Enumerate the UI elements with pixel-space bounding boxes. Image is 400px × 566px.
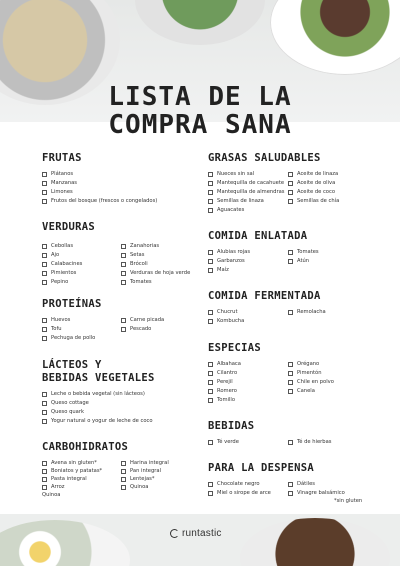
checkbox[interactable]	[288, 181, 293, 186]
checkbox[interactable]	[208, 190, 213, 195]
checklist-item[interactable]: Ajo	[42, 252, 59, 259]
checklist-item[interactable]: Romero	[208, 388, 237, 395]
checklist-item[interactable]: Tomates	[121, 279, 152, 286]
checkbox[interactable]	[208, 440, 213, 445]
section-bebidas	[208, 420, 332, 445]
checkbox[interactable]	[42, 410, 47, 415]
section-title: COMIDA FERMENTADA	[208, 290, 321, 302]
checklist-item[interactable]: Dátiles	[288, 481, 315, 488]
checklist-item[interactable]: Tofu	[42, 326, 62, 333]
checkbox[interactable]	[42, 271, 47, 276]
checklist-item[interactable]: Cilantro	[208, 370, 237, 377]
checklist-item[interactable]: Pan integral	[121, 468, 161, 475]
checkbox[interactable]	[208, 482, 213, 487]
checkbox[interactable]	[42, 253, 47, 258]
checklist-item[interactable]: Boniatos y patatas*	[42, 468, 102, 475]
checkbox[interactable]	[121, 280, 126, 285]
section-title: FRUTAS	[42, 152, 82, 164]
brand-name: runtastic	[182, 528, 222, 539]
section-title: PROTEÍNAS	[42, 298, 102, 310]
checkbox[interactable]	[121, 262, 126, 267]
runtastic-logo-icon	[170, 529, 179, 538]
checkbox[interactable]	[42, 327, 47, 332]
checkbox[interactable]	[288, 440, 293, 445]
checkbox[interactable]	[208, 491, 213, 496]
checklist-item[interactable]: Harina integral	[121, 460, 169, 467]
checklist-item[interactable]: Brócoli	[121, 261, 148, 268]
checkbox[interactable]	[208, 319, 213, 324]
checklist-item[interactable]: Pimientos	[42, 270, 76, 277]
checkbox[interactable]	[288, 371, 293, 376]
checkbox[interactable]	[42, 244, 47, 249]
bottom-food-photo	[0, 514, 400, 566]
checklist-item[interactable]: Semillas de linaza	[208, 198, 264, 205]
checklist-item[interactable]: Miel o sirope de arce	[208, 490, 271, 497]
checkbox[interactable]	[208, 398, 213, 403]
section-enlatada	[208, 230, 319, 273]
section-frutas	[42, 152, 158, 204]
checklist-item[interactable]: Alubias rojas	[208, 249, 250, 256]
checkbox[interactable]	[208, 371, 213, 376]
checkbox[interactable]	[288, 250, 293, 255]
checkbox[interactable]	[42, 461, 47, 466]
checkbox[interactable]	[121, 271, 126, 276]
checkbox[interactable]	[208, 310, 213, 315]
checkbox[interactable]	[42, 401, 47, 406]
checklist-item[interactable]: Zanahorias	[121, 243, 159, 250]
section-title: PARA LA DESPENSA	[208, 462, 314, 474]
checklist-item[interactable]: Semillas de chía	[288, 198, 339, 205]
egg-salad-image	[0, 520, 130, 566]
checklist-item[interactable]: Carne picada	[121, 317, 164, 324]
checklist-item[interactable]: Remolacha	[288, 309, 326, 316]
checklist-item[interactable]: Pepino	[42, 279, 68, 286]
checkbox[interactable]	[121, 477, 126, 482]
footnote: *sin gluten	[334, 498, 363, 504]
checkbox[interactable]	[42, 419, 47, 424]
checkbox[interactable]	[208, 268, 213, 273]
checklist-item[interactable]: Limones	[42, 189, 73, 196]
checklist-item[interactable]: Orégano	[288, 361, 319, 368]
checkbox[interactable]	[121, 244, 126, 249]
checkbox[interactable]	[42, 190, 47, 195]
checkbox[interactable]	[121, 485, 126, 490]
checklist-item[interactable]: Canela	[288, 388, 315, 395]
checklist-item-text: Quinoa	[42, 492, 61, 498]
checkbox[interactable]	[42, 199, 47, 204]
checklist-item[interactable]: Frutos del bosque (frescos o congelados)	[42, 198, 157, 205]
checklist-item[interactable]: Manzanas	[42, 180, 77, 187]
checkbox[interactable]	[208, 380, 213, 385]
checklist-item[interactable]: Pechuga de pollo	[42, 335, 95, 342]
checklist-item[interactable]: Perejil	[208, 379, 233, 386]
checkbox[interactable]	[208, 259, 213, 264]
checklist-item[interactable]: Tomates	[288, 249, 319, 256]
checkbox[interactable]	[288, 172, 293, 177]
section-verduras	[42, 221, 191, 285]
section-grasas	[208, 152, 340, 213]
checkbox[interactable]	[42, 262, 47, 267]
checkbox[interactable]	[208, 250, 213, 255]
checklist-item[interactable]: Albahaca	[208, 361, 241, 368]
checklist-item[interactable]: Calabacines	[42, 261, 82, 268]
checklist-item[interactable]: Pescado	[121, 326, 151, 333]
section-title: CARBOHIDRATOS	[42, 441, 129, 453]
checkbox[interactable]	[208, 172, 213, 177]
checklist-item[interactable]: Cebollas	[42, 243, 73, 250]
checklist-item[interactable]: Mantequilla de cacahuete	[208, 180, 284, 187]
checklist-item[interactable]: Chocolate negro	[208, 481, 260, 488]
page-title-line2: COMPRA SANA	[108, 110, 292, 140]
checkbox[interactable]	[208, 362, 213, 367]
checklist-item[interactable]: Queso cottage	[42, 400, 89, 407]
brand-logo	[170, 528, 222, 539]
checklist-item[interactable]: Tomillo	[208, 397, 235, 404]
section-especias	[208, 342, 334, 403]
beet-salad-image	[270, 0, 400, 75]
checklist-item[interactable]: Quinoa	[121, 484, 148, 491]
checkbox[interactable]	[42, 280, 47, 285]
checklist-item[interactable]: Maíz	[208, 267, 229, 274]
checkbox[interactable]	[42, 485, 47, 490]
checkbox[interactable]	[288, 259, 293, 264]
lentil-salad-image	[240, 518, 390, 566]
checklist-item[interactable]: Aguacates	[208, 207, 244, 214]
checklist-item[interactable]: Arroz	[42, 484, 65, 491]
checkbox[interactable]	[288, 482, 293, 487]
checklist-item[interactable]: Té verde	[208, 439, 239, 446]
checkbox[interactable]	[288, 491, 293, 496]
checklist-item[interactable]: Té de hierbas	[288, 439, 332, 446]
section-lacteos	[42, 359, 155, 424]
checklist-item[interactable]: Verduras de hoja verde	[121, 270, 190, 277]
section-title-line2: BEBIDAS VEGETALES	[42, 372, 155, 384]
section-title: VERDURAS	[42, 221, 95, 233]
page-title-line1: LISTA DE LA	[108, 82, 292, 112]
checklist-item[interactable]: Mantequilla de almendras	[208, 189, 285, 196]
checklist-item[interactable]: Leche o bebida vegetal (sin lácteos)	[42, 391, 145, 398]
checkbox[interactable]	[121, 318, 126, 323]
checkbox[interactable]	[121, 253, 126, 258]
section-fermentada	[208, 290, 326, 324]
checkbox[interactable]	[42, 477, 47, 482]
checkbox[interactable]	[288, 389, 293, 394]
checklist-item[interactable]: Pasta integral	[42, 476, 87, 483]
section-title-line1: LÁCTEOS Y	[42, 359, 102, 371]
checklist-item[interactable]: Aceite de oliva	[288, 180, 335, 187]
section-title: GRASAS SALUDABLES	[208, 152, 321, 164]
checkbox[interactable]	[288, 310, 293, 315]
section-title: COMIDA ENLATADA	[208, 230, 308, 242]
checkbox[interactable]	[42, 392, 47, 397]
checklist-item[interactable]: Queso quark	[42, 409, 84, 416]
greens-plate-image	[135, 0, 265, 45]
checklist-item[interactable]: Aceite de coco	[288, 189, 335, 196]
checklist-item[interactable]: Plátanos	[42, 171, 73, 178]
checkbox[interactable]	[208, 199, 213, 204]
checklist-item[interactable]: Chile en polvo	[288, 379, 334, 386]
checkbox[interactable]	[288, 199, 293, 204]
checkbox[interactable]	[208, 181, 213, 186]
checklist-item[interactable]: Pimentón	[288, 370, 321, 377]
section-title: ESPECIAS	[208, 342, 261, 354]
checklist-item[interactable]: Atún	[288, 258, 309, 265]
checkbox[interactable]	[288, 362, 293, 367]
checkbox[interactable]	[121, 461, 126, 466]
checklist-item[interactable]: Lentejas*	[121, 476, 154, 483]
checklist-item[interactable]: Setas	[121, 252, 144, 259]
checklist-item[interactable]: Aceite de linaza	[288, 171, 338, 178]
checklist-item[interactable]: Kombucha	[208, 318, 244, 325]
section-title: BEBIDAS	[208, 420, 255, 432]
section-despensa	[208, 462, 345, 496]
checkbox[interactable]	[288, 380, 293, 385]
section-proteinas	[42, 298, 165, 341]
checkbox[interactable]	[121, 327, 126, 332]
checklist-item[interactable]: Garbanzos	[208, 258, 245, 265]
checklist-item[interactable]: Nueces sin sal	[208, 171, 254, 178]
checkbox[interactable]	[42, 336, 47, 341]
checkbox[interactable]	[42, 181, 47, 186]
checklist-item[interactable]: Chucrut	[208, 309, 238, 316]
checkbox[interactable]	[42, 318, 47, 323]
checklist-item[interactable]: Huevos	[42, 317, 70, 324]
checklist-item[interactable]: Avena sin gluten*	[42, 460, 97, 467]
checkbox[interactable]	[288, 190, 293, 195]
checkbox[interactable]	[208, 208, 213, 213]
checkbox[interactable]	[42, 469, 47, 474]
checkbox[interactable]	[208, 389, 213, 394]
checkbox[interactable]	[121, 469, 126, 474]
checklist-item[interactable]: Vinagre balsámico	[288, 490, 345, 497]
section-carbohidratos	[42, 441, 169, 498]
checklist-item[interactable]: Yogur natural o yogur de leche de coco	[42, 418, 153, 425]
checkbox[interactable]	[42, 172, 47, 177]
